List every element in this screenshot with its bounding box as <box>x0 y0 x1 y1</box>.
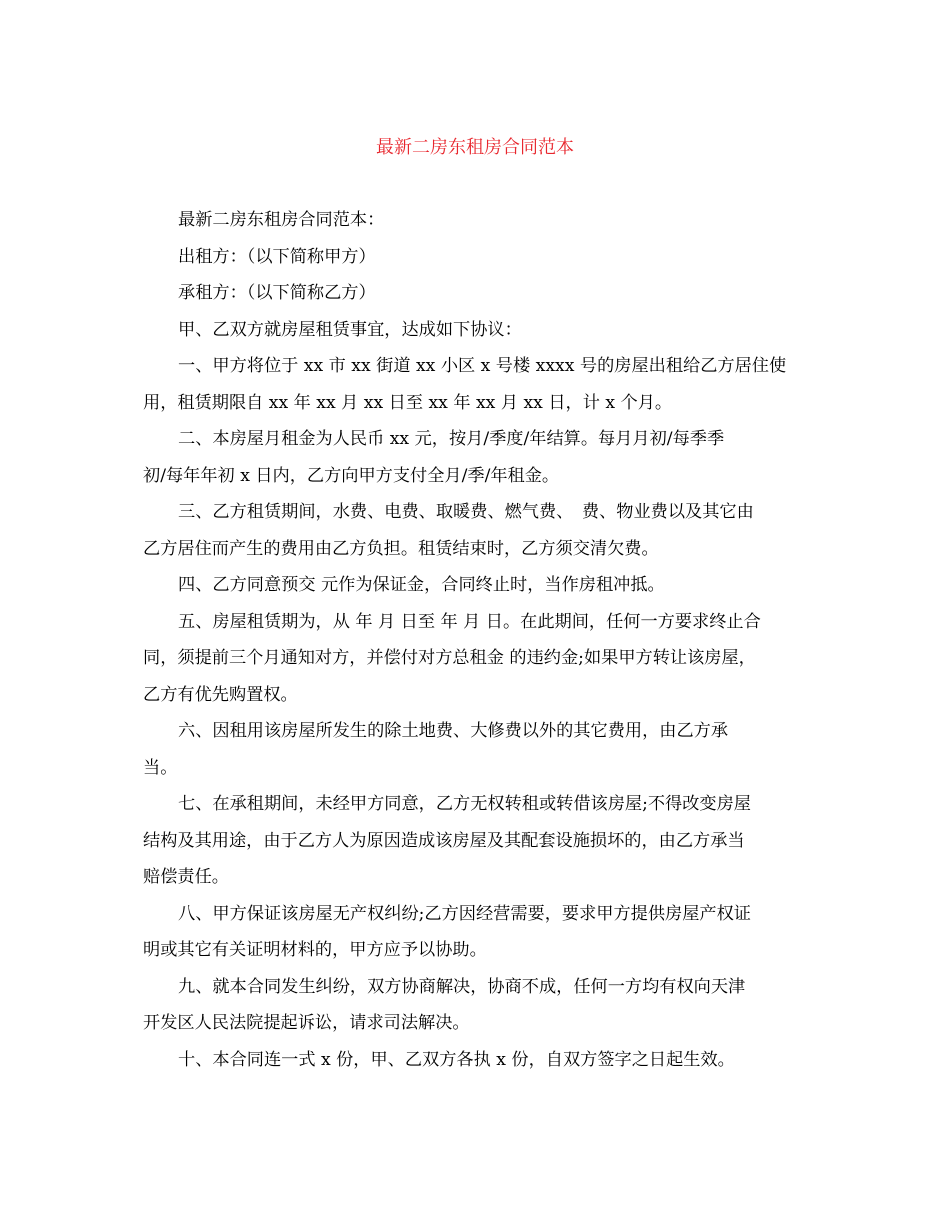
text-line: 同，须提前三个月通知对方，并偿付对方总租金 的违约金;如果甲方转让该房屋， <box>143 648 756 668</box>
text-line: 二、本房屋月租金为人民币 xx 元，按月/季度/年结算。每月月初/每季季 <box>178 429 725 449</box>
text-line: 五、房屋租赁期为，从 年 月 日至 年 月 日。在此期间，任何一方要求终止合 <box>178 611 761 632</box>
document-title: 最新二房东租房合同范本 <box>376 137 574 158</box>
text-line: 七、在承租期间，未经甲方同意，乙方无权转租或转借该房屋;不得改变房屋 <box>178 794 751 814</box>
text-line: 三、乙方租赁期间，水费、电费、取暖费、燃气费、 费、物业费以及其它由 <box>178 502 754 522</box>
text-line: 承租方：（以下简称乙方） <box>178 283 376 303</box>
text-line: 甲、乙双方就房屋租赁事宜，达成如下协议： <box>178 319 522 340</box>
text-line: 乙方有优先购置权。 <box>143 684 298 705</box>
text-line: 出租方：（以下简称甲方） <box>178 246 376 267</box>
text-line: 赔偿责任。 <box>143 867 229 887</box>
text-line: 十、本合同连一式 x 份，甲、乙双方各执 x 份，自双方签字之日起生效。 <box>178 1049 735 1070</box>
text-line: 当。 <box>143 757 178 778</box>
text-line: 结构及其用途，由于乙方人为原因造成该房屋及其配套设施损坏的，由乙方承当 <box>143 830 745 851</box>
text-line: 八、甲方保证该房屋无产权纠纷;乙方因经营需要，要求甲方提供房屋产权证 <box>178 903 751 924</box>
text-line: 初/每年年初 x 日内，乙方向甲方支付全月/季/年租金。 <box>143 465 560 486</box>
text-line: 六、因租用该房屋所发生的除土地费、大修费以外的其它费用，由乙方承 <box>178 721 729 741</box>
text-line: 明或其它有关证明材料的，甲方应予以协助。 <box>143 940 487 960</box>
text-line: 四、乙方同意预交 元作为保证金，合同终止时，当作房租冲抵。 <box>178 575 665 595</box>
text-line: 开发区人民法院提起诉讼，请求司法解决。 <box>143 1013 470 1033</box>
text-line: 九、就本合同发生纠纷，双方协商解决，协商不成，任何一方均有权向天津 <box>178 976 746 997</box>
text-line: 一、甲方将位于 xx 市 xx 街道 xx 小区 x 号楼 xxxx 号的房屋出租给乙方居住使 <box>178 356 787 376</box>
text-line: 用，租赁期限自 xx 年 xx 月 xx 日至 xx 年 xx 月 xx 日，计 x 个月。 <box>143 392 673 413</box>
text-line: 乙方居住而产生的费用由乙方负担。租赁结束时，乙方须交清欠费。 <box>143 538 659 559</box>
text-line: 最新二房东租房合同范本： <box>178 210 385 230</box>
document-body <box>143 202 813 1078</box>
